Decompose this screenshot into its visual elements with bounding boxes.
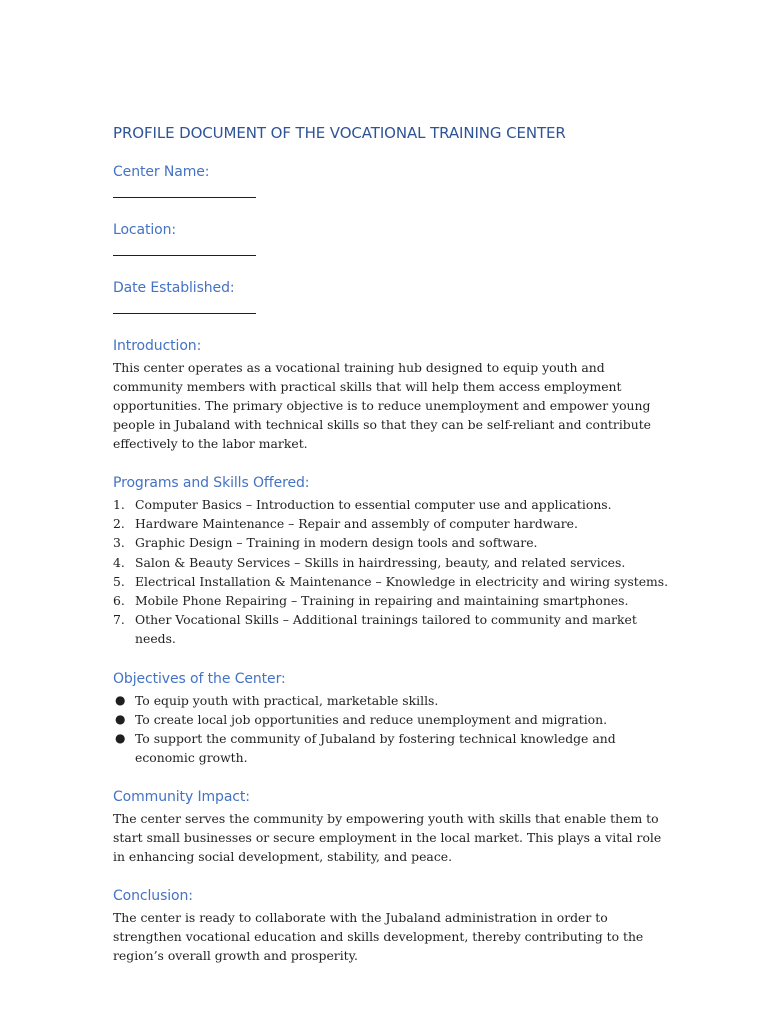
list-number: 5. xyxy=(113,573,125,589)
date-established-field xyxy=(113,280,673,314)
list-item-text: Hardware Maintenance – Repair and assembly of computer hardware. xyxy=(135,516,578,532)
objectives-heading: Objectives of the Center: xyxy=(113,670,286,687)
list-item-text: To support the community of Jubaland by fostering technical knowledge and economic growth. xyxy=(135,731,616,766)
bullet-icon: ● xyxy=(115,731,126,746)
programs-list xyxy=(113,495,673,649)
conclusion-text: The center is ready to collaborate with the Jubaland administration in order to strengthen vocational education and skills development, thereby contributing to the region’s overall growth and prosperity. xyxy=(113,910,644,964)
center-name-label: Center Name: xyxy=(113,164,210,180)
list-item-text: Graphic Design – Training in modern design tools and software. xyxy=(135,535,538,551)
location-field xyxy=(113,222,673,256)
list-item xyxy=(113,514,673,533)
objectives-list xyxy=(113,691,673,768)
list-item xyxy=(113,610,673,648)
community-impact-text: The center serves the community by empowering youth with skills that enable them to start small businesses or secure employment in the local market. This plays a vital role in enhancing social development, stability, and peace. xyxy=(113,811,662,865)
list-item-text: Other Vocational Skills – Additional trainings tailored to community and market needs. xyxy=(135,612,637,647)
list-item-text: To create local job opportunities and reduce unemployment and migration. xyxy=(135,711,608,727)
list-item xyxy=(113,729,673,767)
list-number: 4. xyxy=(113,554,125,570)
list-item xyxy=(113,495,673,514)
community-impact-heading: Community Impact: xyxy=(113,789,250,806)
introduction-section xyxy=(113,338,673,453)
programs-heading: Programs and Skills Offered: xyxy=(113,475,310,491)
date-established-label: Date Established: xyxy=(113,280,235,296)
document-page xyxy=(113,124,673,965)
document-title: PROFILE DOCUMENT OF THE VOCATIONAL TRAINING CENTER xyxy=(113,124,566,142)
list-number: 2. xyxy=(113,516,125,532)
introduction-heading: Introduction: xyxy=(113,338,202,354)
community-impact-section xyxy=(113,789,673,866)
list-item-text: Salon & Beauty Services – Skills in hairdressing, beauty, and related services. xyxy=(135,554,626,570)
objectives-section xyxy=(113,671,673,768)
programs-section xyxy=(113,475,673,649)
list-item xyxy=(113,533,673,552)
date-established-blank-line xyxy=(113,313,256,314)
list-number: 7. xyxy=(113,612,125,628)
center-name-field xyxy=(113,164,673,198)
bullet-icon: ● xyxy=(115,711,126,726)
center-name-blank-line xyxy=(113,197,256,198)
list-item-text: Computer Basics – Introduction to essential computer use and applications. xyxy=(135,497,612,512)
introduction-text: This center operates as a vocational training hub designed to equip youth and community members with practical skills that will help them access employment opportunities. The primary objective is to reduce unemployment and empower young people in Jubaland with technical skills so that they can be self-reliant and contribute effectively to the labor market. xyxy=(113,360,652,451)
conclusion-section xyxy=(113,888,673,965)
list-number: 6. xyxy=(113,593,125,609)
location-blank-line xyxy=(113,255,256,256)
location-label: Location: xyxy=(113,222,177,238)
list-item xyxy=(113,553,673,572)
list-item xyxy=(113,691,673,710)
list-item xyxy=(113,591,673,610)
list-item-text: Mobile Phone Repairing – Training in repairing and maintaining smartphones. xyxy=(135,593,629,609)
list-item-text: To equip youth with practical, marketable skills. xyxy=(135,692,439,708)
list-number: 1. xyxy=(113,497,125,512)
list-item xyxy=(113,572,673,591)
conclusion-heading: Conclusion: xyxy=(113,888,193,905)
bullet-icon: ● xyxy=(115,692,126,707)
list-item-text: Electrical Installation & Maintenance – Knowledge in electricity and wiring systems. xyxy=(135,573,669,589)
list-item xyxy=(113,710,673,729)
list-number: 3. xyxy=(113,535,125,551)
